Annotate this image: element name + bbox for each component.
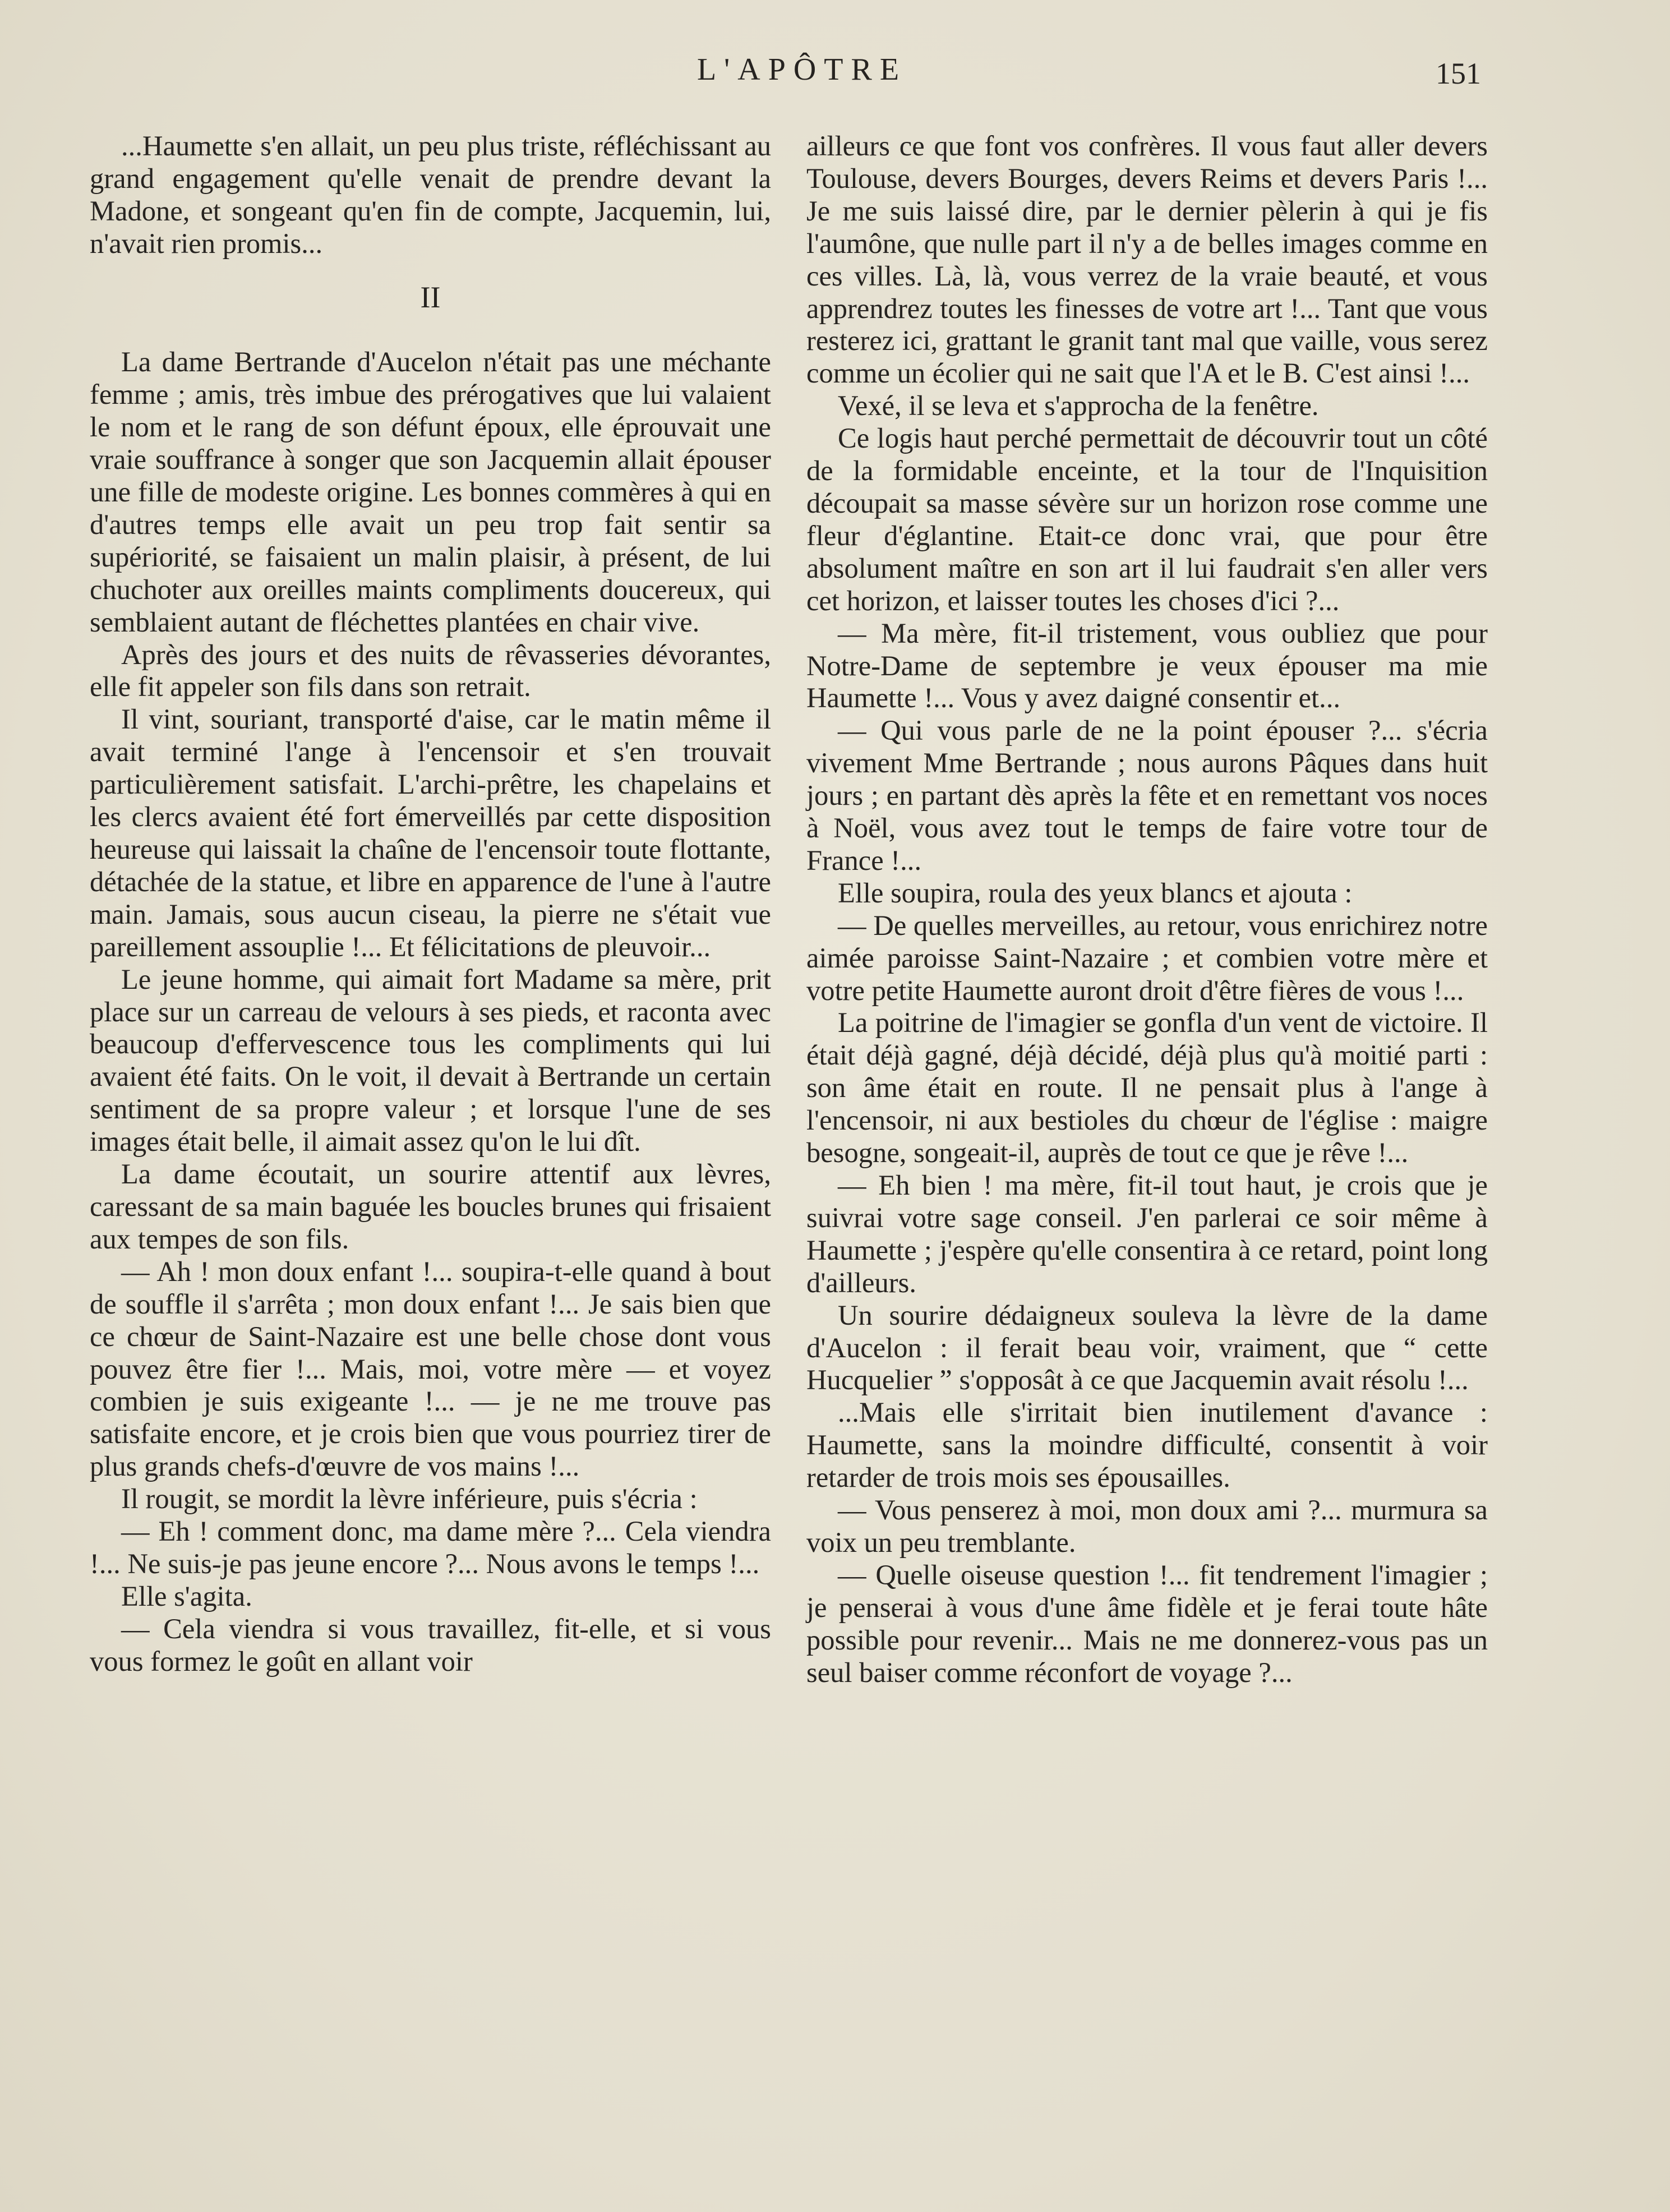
right-column <box>806 130 1488 1689</box>
paragraph: — Ma mère, fit-il tristement, vous oubliez que pour Notre-Dame de septembre je veux épouser ma mie Haumette !... Vous y avez daigné consentir et... <box>806 617 1488 714</box>
paragraph: Il vint, souriant, transporté d'aise, car le matin même il avait terminé l'ange à l'encensoir et s'en trouvait particulièrement satisfait. L'archi-prêtre, les chapelains et les clercs avaient été fort émerveillés par cette disposition heureuse qui laissait la chaîne de l'encensoir toute flottante, détachée de la statue, et libre en apparence de l'une à l'autre main. Jamais, sous aucun ciseau, la pierre ne s'était vue pareillement assouplie !... Et félicitations de pleuvoir... <box>90 703 771 962</box>
paragraph: ...Mais elle s'irritait bien inutilement d'avance : Haumette, sans la moindre difficulté, consentit à voir retarder de trois mois ses épousailles. <box>806 1397 1488 1494</box>
paragraph: Le jeune homme, qui aimait fort Madame sa mère, prit place sur un carreau de velours à ses pieds, et raconta avec beaucoup d'effervescence tous les compliments qui lui avaient été faits. On le voit, il devait à Bertrande un certain sentiment de sa propre valeur ; et lorsque l'une de ses images était belle, il aimait assez qu'on le lui dît. <box>90 963 771 1158</box>
paragraph: Un sourire dédaigneux souleva la lèvre de la dame d'Aucelon : il ferait beau voir, vraiment, que “ cette Hucquelier ” s'opposât à ce que Jacquemin avait résolu !... <box>806 1299 1488 1396</box>
paragraph: Après des jours et des nuits de rêvasseries dévorantes, elle fit appeler son fils dans son retrait. <box>90 638 771 703</box>
paragraph: ailleurs ce que font vos confrères. Il vous faut aller devers Toulouse, devers Bourges, devers Reims et devers Paris !... Je me suis laissé dire, par le dernier pèlerin à qui je fis l'aumône, que nulle part il n'y a de belles images comme en ces villes. Là, là, vous verrez de la vraie beauté, et vous apprendrez toutes les finesses de votre art !... Tant que vous resterez ici, grattant le granit tant mal que vaille, vous serez comme un écolier qui ne sait que l'A et le B. C'est ainsi !... <box>806 130 1488 389</box>
paragraph: — Ah ! mon doux enfant !... soupira-t-elle quand à bout de souffle il s'arrêta ; mon doux enfant !... Je sais bien que ce chœur de Saint-Nazaire est une belle chose dont vous pouvez être fier !... Mais, moi, votre mère — et voyez combien je suis exigeante !... — je ne me trouve pas satisfaite encore, et je crois bien que vous pourriez tirer de plus grands chefs-d'œuvre de vos mains !... <box>90 1255 771 1482</box>
section-heading: II <box>420 280 441 314</box>
running-title: L'APÔTRE <box>696 52 907 87</box>
paragraph: La dame Bertrande d'Aucelon n'était pas une méchante femme ; amis, très imbue des prérogatives que lui valaient le nom et le rang de son défunt époux, elle éprouvait une vraie souffrance à songer que son Jacquemin allait épouser une fille de modeste origine. Les bonnes commères à qui en d'autres temps elle avait un peu trop fait sentir sa supériorité, se faisaient un malin plaisir, à présent, de lui chuchoter aux oreilles maints compliments doucereux, qui semblaient autant de fléchettes plantées en chair vive. <box>90 346 771 638</box>
paragraph: Elle soupira, roula des yeux blancs et ajouta : <box>838 877 1353 909</box>
paragraph: — Eh bien ! ma mère, fit-il tout haut, je crois que je suivrai votre sage conseil. J'en parlerai ce soir même à Haumette ; j'espère qu'elle consentira à ce retard, point long d'ailleurs. <box>806 1169 1488 1298</box>
paragraph: — Qui vous parle de ne la point épouser ?... s'écria vivement Mme Bertrande ; nous aurons Pâques dans huit jours ; en partant dès après la fête et en remettant vos noces à Noël, vous avez tout le temps de faire votre tour de France !... <box>806 715 1488 876</box>
paragraph: — De quelles merveilles, au retour, vous enrichirez notre aimée paroisse Saint-Nazaire ; et combien votre mère et votre petite Haumette auront droit d'être fières de vous !... <box>806 909 1488 1006</box>
paragraph: La dame écoutait, un sourire attentif aux lèvres, caressant de sa main baguée les boucles brunes qui frisaient aux tempes de son fils. <box>90 1158 771 1255</box>
paragraph: Elle s'agita. <box>121 1580 252 1612</box>
paragraph: — Eh ! comment donc, ma dame mère ?... Cela viendra !... Ne suis-je pas jeune encore ?... Nous avons le temps !... <box>90 1515 771 1579</box>
left-column <box>90 130 771 1678</box>
paragraph: Il rougit, se mordit la lèvre inférieure, puis s'écria : <box>121 1483 698 1515</box>
page-number: 151 <box>1436 57 1481 90</box>
paragraph: La poitrine de l'imagier se gonfla d'un vent de victoire. Il était déjà gagné, déjà décidé, déjà plus qu'à moitié parti : son âme était en route. Il ne pensait plus à l'ange à l'encensoir, ni aux bestioles du chœur de l'église : maigre besogne, songeait-il, auprès de tout ce que je rêve !... <box>806 1007 1488 1169</box>
paragraph: Ce logis haut perché permettait de découvrir tout un côté de la formidable enceinte, et la tour de l'Inquisition découpait sa masse sévère sur un horizon rose comme une fleur d'églantine. Etait-ce donc vrai, que pour être absolument maître en son art il lui faudrait s'en aller vers cet horizon, et laisser toutes les choses d'ici ?... <box>806 422 1488 616</box>
paragraph: — Cela viendra si vous travaillez, fit-elle, et si vous vous formez le goût en allant voir <box>90 1612 771 1677</box>
paragraph: — Vous penserez à moi, mon doux ami ?... murmura sa voix un peu tremblante. <box>806 1494 1488 1558</box>
paragraph: — Quelle oiseuse question !... fit tendrement l'imagier ; je penserai à vous d'une âme fidèle et je ferai toute hâte possible pour revenir... Mais ne me donnerez-vous pas un seul baiser comme réconfort de voyage ?... <box>806 1559 1488 1688</box>
page-header <box>0 52 1670 102</box>
paragraph: Vexé, il se leva et s'approcha de la fenêtre. <box>838 390 1319 422</box>
opening-paragraph: ...Haumette s'en allait, un peu plus triste, réfléchissant au grand engagement qu'elle venait de prendre devant la Madone, et songeant qu'en fin de compte, Jacquemin, lui, n'avait rien promis... <box>90 130 771 259</box>
